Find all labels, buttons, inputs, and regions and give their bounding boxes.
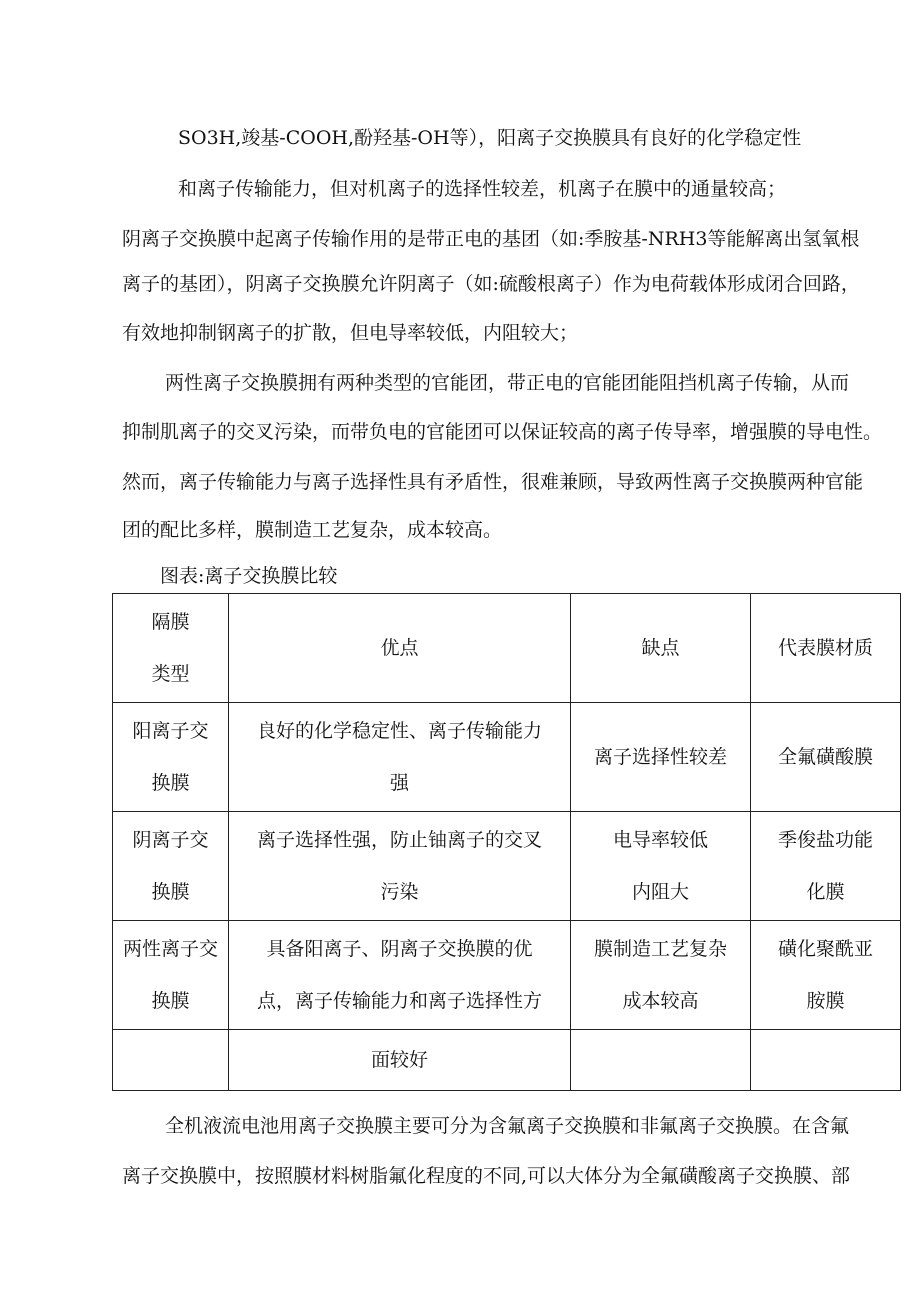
cell-text: 污染 [380, 881, 419, 903]
cell-text: 胺膜 [806, 990, 845, 1012]
cell-text: 膜制造工艺复杂 [593, 938, 727, 960]
table-caption: 图表:离子交换膜比较 [160, 565, 338, 587]
paragraph-line: 然而，离子传输能力与离子选择性具有矛盾性，很难兼顾，导致两性离子交换膜两种官能 [122, 471, 864, 493]
paragraph-line: 两性离子交换膜拥有两种类型的官能团，带正电的官能团能阻挡机离子传输，从而 [165, 372, 850, 394]
cell-text: 磺化聚酰亚 [777, 938, 873, 960]
cell-text: 具备阳离子、阴离子交换膜的优 [266, 938, 533, 960]
cell-text: 内阻大 [631, 881, 689, 903]
table-row [113, 921, 901, 1030]
paragraph-line: 抑制肌离子的交叉污染，而带负电的官能团可以保证较高的离子传导率，增强膜的导电性。 [122, 421, 883, 443]
table-cell [113, 1030, 229, 1091]
table-header-cell: 缺点 [571, 594, 751, 703]
table-cell [571, 812, 751, 921]
header-text: 隔膜 [151, 611, 190, 633]
paragraph-line: 阴离子交换膜中起离子传输作用的是带正电的基团（如:季胺基-NRH3等能解离出氢氧根 [122, 228, 860, 250]
cell-text: 电导率较低 [612, 829, 708, 851]
table-row [113, 812, 901, 921]
cell-text: 点，离子传输能力和离子选择性方 [256, 990, 542, 1012]
cell-text: 离子选择性强，防止铀离子的交叉 [256, 829, 542, 851]
comparison-table [112, 593, 901, 1091]
table-header-row [113, 594, 901, 703]
cell-text: 换膜 [151, 990, 190, 1012]
table-cell [113, 921, 229, 1030]
paragraph-line: 离子的基团），阴离子交换膜允许阴离子（如:硫酸根离子）作为电荷载体形成闭合回路， [122, 273, 860, 295]
table-cell: 面较好 [229, 1030, 571, 1091]
cell-text: 成本较高 [622, 990, 699, 1012]
paragraph-line: 有效地抑制钢离子的扩散，但电导率较低，内阻较大； [122, 322, 579, 344]
cell-text: 换膜 [151, 881, 190, 903]
table-cell [751, 1030, 901, 1091]
table-cell [113, 703, 229, 812]
table-row [113, 1030, 901, 1091]
cell-text: 化膜 [806, 881, 845, 903]
cell-text: 换膜 [151, 772, 190, 794]
cell-text: 季俊盐功能 [777, 829, 873, 851]
table-cell [229, 703, 571, 812]
cell-text: 阳离子交 [132, 720, 209, 742]
table-cell [751, 812, 901, 921]
cell-text: 强 [389, 772, 409, 794]
table-cell [571, 921, 751, 1030]
header-text: 类型 [151, 663, 190, 685]
table-cell: 离子选择性较差 [571, 703, 751, 812]
table-row [113, 703, 901, 812]
paragraph-line: SO3H,竣基-COOH,酚羟基-OH等），阳离子交换膜具有良好的化学稳定性 [178, 127, 802, 149]
cell-text: 阴离子交 [132, 829, 209, 851]
table-header-cell [113, 594, 229, 703]
cell-text: 两性离子交 [122, 938, 218, 960]
table-cell [113, 812, 229, 921]
paragraph-line: 离子交换膜中，按照膜材料树脂氟化程度的不同,可以大体分为全氟磺酸离子交换膜、部 [122, 1165, 851, 1187]
table-cell [751, 921, 901, 1030]
table-header-cell: 优点 [229, 594, 571, 703]
paragraph-line: 全机液流电池用离子交换膜主要可分为含氟离子交换膜和非氟离子交换膜。在含氟 [165, 1115, 850, 1137]
table-header-cell: 代表膜材质 [751, 594, 901, 703]
table-cell [229, 812, 571, 921]
table-cell [229, 921, 571, 1030]
cell-text: 良好的化学稳定性、离子传输能力 [256, 720, 542, 742]
paragraph-line: 和离子传输能力，但对机离子的选择性较差，机离子在膜中的通量较高； [178, 178, 787, 200]
paragraph-line: 团的配比多样，膜制造工艺复杂，成本较高。 [122, 519, 503, 541]
table-cell [571, 1030, 751, 1091]
table-cell: 全氟磺酸膜 [751, 703, 901, 812]
